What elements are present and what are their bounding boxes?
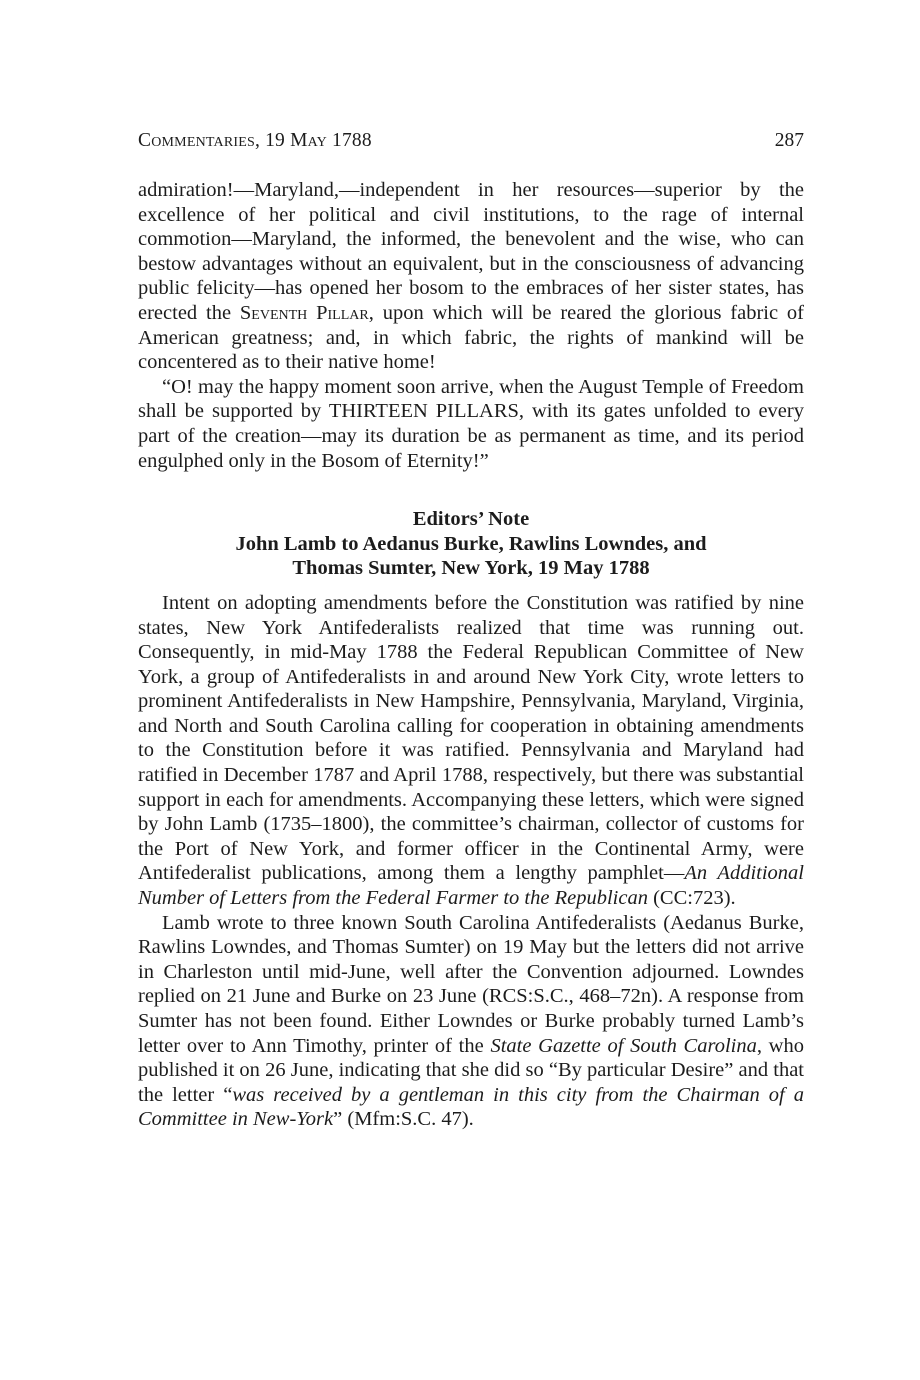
editors-note-label: Editors’ Note [412, 508, 530, 531]
quote-paragraph-2: “O! may the happy moment soon arrive, when the August Temple of Freedom shall be supported by THIRTEEN PILLARS, with its gates unfolded to every part of the creation—may its duration be as permanent as time, and its period engulphed only in the Bosom of Eternity!” [138, 375, 804, 472]
running-head [138, 130, 804, 152]
body-text [138, 178, 804, 1132]
text-run: , who published it on 26 June, indicating that she did so “By particular Desire” and that the letter “ [138, 1034, 804, 1106]
running-head-title: Commentaries, 19 May 1788 [138, 130, 372, 151]
page-number: 287 [774, 130, 804, 151]
editors-note-heading [138, 507, 804, 581]
editors-note-title-line-2: Thomas Sumter, New York, 19 May 1788 [292, 557, 650, 580]
text-run: ” (Mfm:S.C. 47). [333, 1108, 474, 1131]
quote-paragraph-1 [138, 178, 804, 375]
text-run: admiration!—Maryland,—independent in her resources—superior by the excellence of her political and civil institutions, to the rage of internal commotion—Maryland, the informed, the benevolent and the wise, who can bestow advantages without an equivalent, but in the consciousness of advancing public felicity—has opened her bosom to the embraces of her sister states, has erected the [138, 179, 804, 324]
text-run: , upon which will be reared the glorious fabric of American greatness; and, in which fabric, the rights of mankind will be concentered as to their native home! [138, 301, 804, 374]
quoted-italic-text: was received by a gentleman in this city from the Chairman of a Committee in New-York [138, 1083, 804, 1131]
text-run: (CC:723). [647, 887, 736, 910]
editors-note-title-line-1: John Lamb to Aedanus Burke, Rawlins Lowndes, and [235, 532, 707, 555]
pamphlet-title: An Additional Number of Letters from the Federal Farmer to the Republican [138, 862, 804, 910]
seventh-pillar-small-caps: Seventh Pillar [239, 301, 369, 324]
note-paragraph-1 [138, 591, 804, 911]
note-paragraph-2 [138, 911, 804, 1132]
text-run: Intent on adopting amendments before the Constitution was ratified by nine states, New York Antifederalists realized that time was running out. Consequently, in mid-May 1788 the Federal Republican Committee of New York, a group of Antifederalists in and around New York City, wrote letters to prominent Antifederalists in New Hampshire, Pennsylvania, Maryland, Virginia, and North and South Carolina calling for cooperation in obtaining amendments to the Constitution before it was ratified. Pennsylvania and Maryland had ratified in December 1787 and April 1788, respectively, but there was substantial support in each for amendments. Accompanying these letters, which were signed by John Lamb (1735–1800), the committee’s chairman, collector of customs for the Port of New York, and former officer in the Continental Army, were Antifederalist publications, among them a lengthy pamphlet— [138, 591, 804, 885]
newspaper-title: State Gazette of South Carolina [490, 1034, 757, 1057]
text-run: Lamb wrote to three known South Carolina Antifederalists (Aedanus Burke, Rawlins Lowndes, and Thomas Sumter) on 19 May but the letters did not arrive in Charleston until mid-June, well after the Convention adjourned. Lowndes replied on 21 June and Burke on 23 June (RCS:S.C., 468–72n). A response from Sumter has not been found. Either Lowndes or Burke probably turned Lamb’s letter over to Ann Timothy, printer of the [138, 911, 804, 1057]
